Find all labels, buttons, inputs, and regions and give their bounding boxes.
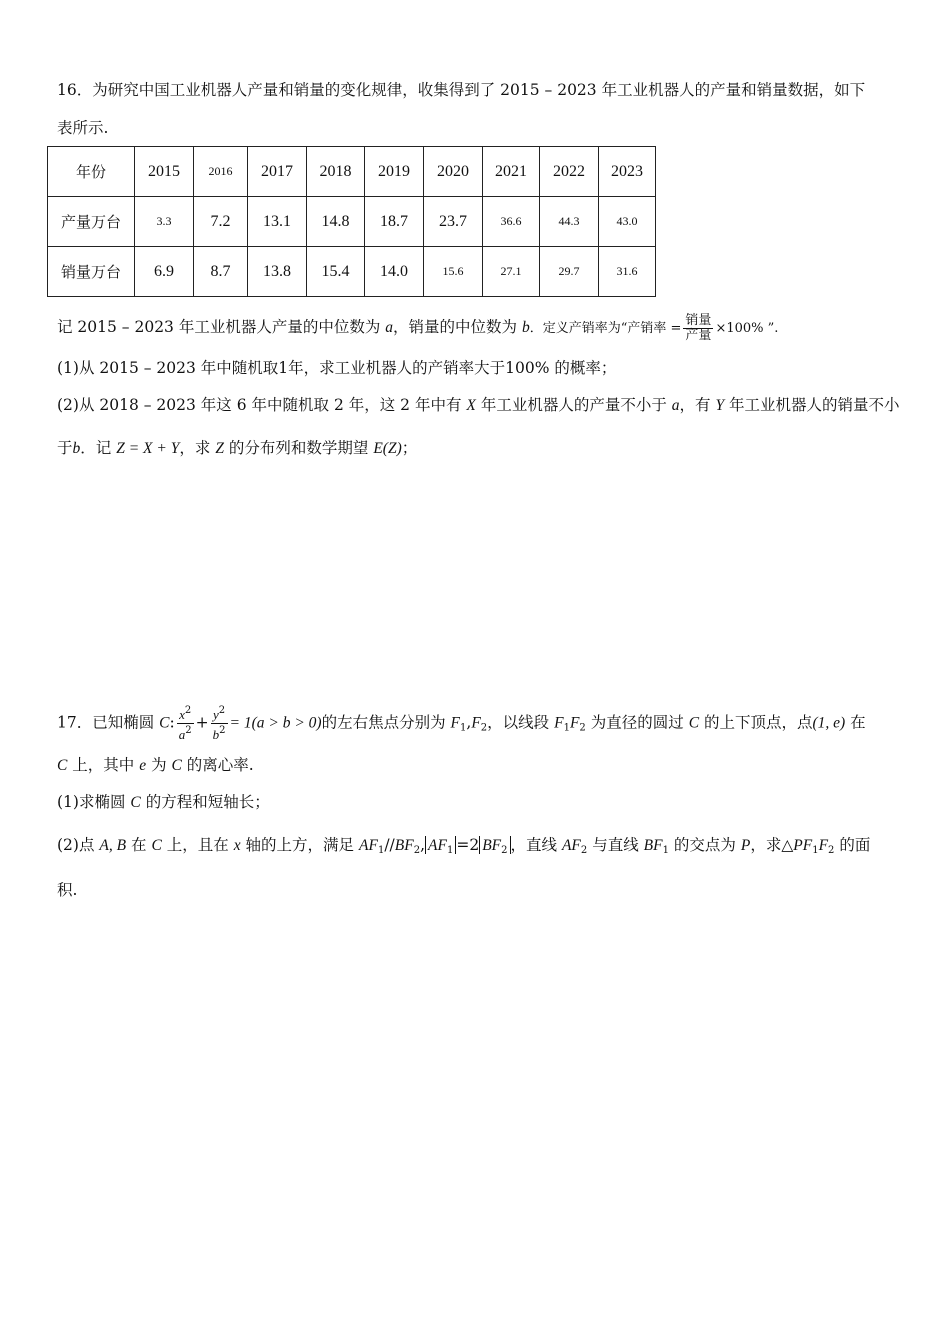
q17-part2-line1: (2)点 A, B 在 C 上，且在 x 轴的上方，满足 $AF_1//BF_2$, $AF_1 =2$ $BF_2$ ，直线 $AF_2$ 与直线 $BF_1$ 的交点为 P，求$\triangle PF_1F_2$ 的面 — [57, 836, 871, 856]
table-cell: 2021 — [483, 147, 540, 197]
table-cell: 2022 — [540, 147, 599, 197]
q16-part1: (1)从 2015 – 2023 年中随机取1年，求工业机器人的产销率大于100% 的概率； — [57, 359, 617, 377]
q17-part2-line2: 积. — [57, 881, 78, 899]
table-cell: 2023 — [599, 147, 656, 197]
q16-line2: 表所示. — [57, 119, 109, 137]
q16-definition: 记 2015 – 2023 年工业机器人产量的中位数为 a，销量的中位数为 b．定义产销率为“产销率 = $\frac{\text{销量}}{\text{产量}}$ ×100% ”. — [57, 312, 779, 343]
table-cell: 13.8 — [248, 247, 307, 297]
table-cell: 2019 — [365, 147, 424, 197]
table-cell: 14.0 — [365, 247, 424, 297]
row-header-year: 年份 — [48, 147, 135, 197]
table-row-years — [48, 147, 656, 197]
table-cell: 8.7 — [194, 247, 248, 297]
table-row-sales — [48, 247, 656, 297]
q17-line1: 17．已知椭圆 C: $\frac{x^2}{a^2}$ + $\frac{y^2}{b^2}$ = 1(a > b > 0)的左右焦点分别为 $F_1,F_2$，以线段 $F_1F_2$ 为直径的圆过 C 的上下顶点，点(1, e) 在 — [57, 705, 866, 742]
q16-part2-line2: 于b．记 Z = X + Y，求 Z 的分布列和数学期望 E(Z)； — [57, 439, 418, 457]
table-cell: 15.4 — [307, 247, 365, 297]
table-cell: 2020 — [424, 147, 483, 197]
table-cell: 2016 — [194, 147, 248, 197]
table-cell: 18.7 — [365, 197, 424, 247]
q17-line2: C 上，其中 e 为 C 的离心率. — [57, 756, 254, 774]
table-cell: 2017 — [248, 147, 307, 197]
table-cell: 43.0 — [599, 197, 656, 247]
table-cell: 31.6 — [599, 247, 656, 297]
table-cell: 13.1 — [248, 197, 307, 247]
q16-line1: 16．为研究中国工业机器人产量和销量的变化规律，收集得到了 2015 – 2023 年工业机器人的产量和销量数据，如下 — [57, 81, 866, 99]
table-cell: 15.6 — [424, 247, 483, 297]
table-cell: 3.3 — [135, 197, 194, 247]
table-cell: 2015 — [135, 147, 194, 197]
table-cell: 14.8 — [307, 197, 365, 247]
table-cell: 6.9 — [135, 247, 194, 297]
table-cell: 2018 — [307, 147, 365, 197]
q17-part1: (1)求椭圆 C 的方程和短轴长； — [57, 793, 270, 811]
ratio-fraction: $\frac{\text{销量}}{\text{产量}}$ — [685, 312, 712, 343]
row-header-production: 产量万台 — [48, 197, 135, 247]
row-header-sales: 销量万台 — [48, 247, 135, 297]
ellipse-term-y: $\frac{y^2}{b^2}$ — [212, 705, 226, 742]
table-cell: 44.3 — [540, 197, 599, 247]
ellipse-term-x: $\frac{x^2}{a^2}$ — [178, 705, 192, 742]
table-cell: 23.7 — [424, 197, 483, 247]
table-row-production — [48, 197, 656, 247]
table-cell: 27.1 — [483, 247, 540, 297]
table-cell: 36.6 — [483, 197, 540, 247]
q16-part2-line1: (2)从 2018 – 2023 年这 6 年中随机取 2 年，这 2 年中有 X 年工业机器人的产量不小于 a，有 Y 年工业机器人的销量不小 — [57, 396, 900, 414]
table-cell: 7.2 — [194, 197, 248, 247]
table-cell: 29.7 — [540, 247, 599, 297]
data-table — [47, 146, 656, 297]
